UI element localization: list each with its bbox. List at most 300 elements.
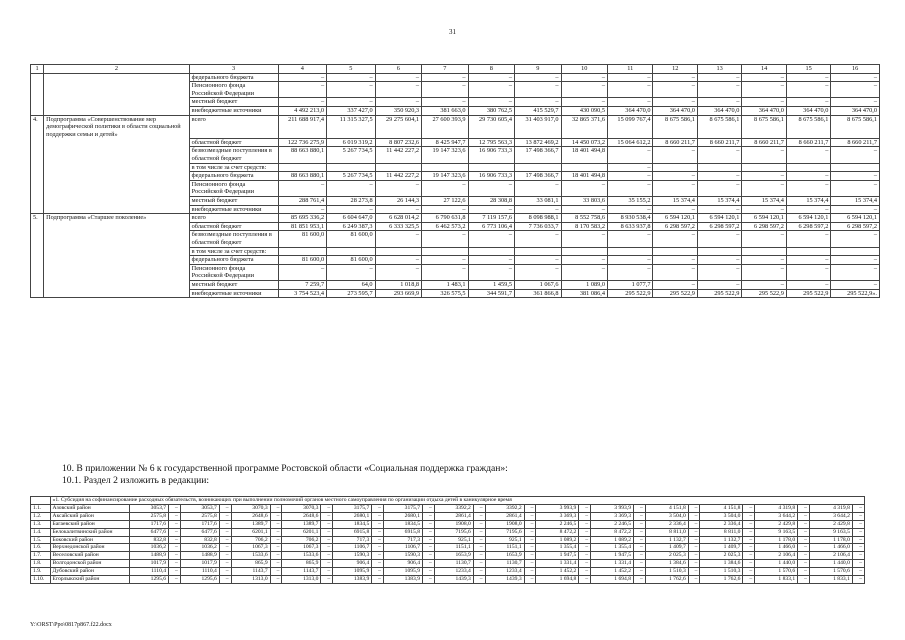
amount-cell: – bbox=[579, 504, 591, 512]
amount-cell: 1 466,0 bbox=[755, 544, 798, 552]
amount-cell: 2575,8 bbox=[180, 512, 219, 520]
amount-cell: 6201,1 bbox=[282, 528, 321, 536]
table-row bbox=[31, 289, 880, 298]
amount-cell: 337 427,0 bbox=[327, 106, 376, 115]
subsidy-title-row bbox=[31, 497, 865, 505]
amount-cell: – bbox=[561, 180, 607, 196]
amount-cell: – bbox=[169, 536, 181, 544]
amount-cell: 3175,7 bbox=[333, 504, 372, 512]
row-number: 1.2. bbox=[31, 512, 51, 520]
amount-cell: – bbox=[608, 147, 653, 163]
amount-cell: 8 675 586,1 bbox=[742, 115, 786, 138]
amount-cell: – bbox=[219, 504, 231, 512]
amount-cell: 1295,6 bbox=[180, 576, 219, 584]
amount-cell: 8 675 586,1 bbox=[786, 115, 830, 138]
amount-cell: – bbox=[524, 560, 536, 568]
column-number: 8 bbox=[468, 65, 514, 74]
amount-cell: – bbox=[169, 552, 181, 560]
amount-cell: – bbox=[473, 552, 485, 560]
amount-cell: – bbox=[579, 528, 591, 536]
amount-cell: – bbox=[697, 98, 741, 107]
amount-cell: – bbox=[653, 73, 697, 82]
funding-source: областной бюджет bbox=[189, 138, 278, 147]
amount-cell: 1383,9 bbox=[383, 576, 422, 584]
amount-cell: – bbox=[372, 504, 384, 512]
amount-cell: – bbox=[653, 280, 697, 289]
amount-cell: – bbox=[688, 536, 700, 544]
amount-cell: 380 762,5 bbox=[468, 106, 514, 115]
amount-cell: – bbox=[786, 180, 830, 196]
amount-cell bbox=[468, 163, 514, 172]
amount-cell: 3 504,0 bbox=[645, 512, 688, 520]
row-number bbox=[31, 73, 44, 82]
amount-cell bbox=[561, 163, 607, 172]
amount-cell: 1 483,1 bbox=[422, 280, 468, 289]
table-row bbox=[31, 98, 880, 107]
amount-cell: 6 604 647,0 bbox=[327, 214, 376, 223]
amount-cell: 8 660 211,7 bbox=[742, 138, 786, 147]
amount-cell: 9 163,5 bbox=[755, 528, 798, 536]
amount-cell: 5 267 734,5 bbox=[327, 172, 376, 181]
amount-cell: 81 600,0 bbox=[327, 256, 376, 265]
amount-cell: – bbox=[786, 82, 830, 98]
amount-cell: 26 144,3 bbox=[375, 197, 421, 206]
amount-cell: 2 429,8 bbox=[809, 520, 852, 528]
amount-cell: – bbox=[786, 205, 830, 214]
amount-cell: – bbox=[786, 73, 830, 82]
amount-cell: – bbox=[422, 264, 468, 280]
table-row bbox=[31, 280, 880, 289]
amount-cell: – bbox=[422, 256, 468, 265]
amount-cell: – bbox=[634, 568, 646, 576]
district-name: Егорлыкский район bbox=[50, 576, 129, 584]
funding-source: местный бюджет bbox=[189, 280, 278, 289]
table-row bbox=[31, 147, 880, 163]
district-name: Боковский район bbox=[50, 536, 129, 544]
amount-cell: 906,4 bbox=[333, 560, 372, 568]
amount-cell: 717,3 bbox=[333, 536, 372, 544]
amount-cell: 2 106,4 bbox=[809, 552, 852, 560]
amount-cell: 4 151,8 bbox=[700, 504, 743, 512]
amount-cell: – bbox=[697, 172, 741, 181]
amount-cell: 1067,3 bbox=[231, 544, 270, 552]
amount-cell bbox=[327, 247, 376, 256]
amount-cell: 1 694,8 bbox=[536, 576, 579, 584]
amount-cell: – bbox=[270, 520, 282, 528]
amount-cell: – bbox=[786, 256, 830, 265]
amount-cell: 8 472,2 bbox=[536, 528, 579, 536]
amount-cell: 15 374,4 bbox=[697, 197, 741, 206]
amount-cell: – bbox=[743, 568, 755, 576]
amount-cell: 832,8 bbox=[129, 536, 168, 544]
amount-cell: – bbox=[423, 544, 435, 552]
amount-cell: 1 384,6 bbox=[645, 560, 688, 568]
row-number bbox=[31, 138, 44, 147]
amount-cell: 1590,3 bbox=[333, 552, 372, 560]
amount-cell: – bbox=[743, 544, 755, 552]
row-number: 1.7. bbox=[31, 552, 51, 560]
amount-cell: 35 155,2 bbox=[608, 197, 653, 206]
table-row bbox=[31, 568, 865, 576]
amount-cell: 6 298 597,2 bbox=[653, 222, 697, 231]
amount-cell: – bbox=[561, 98, 607, 107]
funding-source: внебюджетные источники bbox=[189, 106, 278, 115]
amount-cell: 1 570,6 bbox=[755, 568, 798, 576]
amount-cell: – bbox=[372, 512, 384, 520]
amount-cell: – bbox=[653, 147, 697, 163]
amount-cell: 1106,7 bbox=[333, 544, 372, 552]
amount-cell: – bbox=[270, 504, 282, 512]
amount-cell: 1389,7 bbox=[231, 520, 270, 528]
amount-cell bbox=[515, 247, 561, 256]
amount-cell: – bbox=[743, 552, 755, 560]
row-number: 1.8. bbox=[31, 560, 51, 568]
column-number: 9 bbox=[515, 65, 561, 74]
amount-cell: – bbox=[831, 280, 880, 289]
amount-cell: – bbox=[742, 73, 786, 82]
amount-cell: 906,4 bbox=[383, 560, 422, 568]
amount-cell: 6 298 597,2 bbox=[831, 222, 880, 231]
amount-cell: 6915,8 bbox=[383, 528, 422, 536]
subprogram-name bbox=[44, 197, 190, 206]
amount-cell: 2 106,4 bbox=[755, 552, 798, 560]
amount-cell: 1653,9 bbox=[485, 552, 524, 560]
amount-cell bbox=[697, 247, 741, 256]
amount-cell: 1143,7 bbox=[282, 568, 321, 576]
amount-cell: 15 099 767,4 bbox=[608, 115, 653, 138]
amount-cell: – bbox=[278, 180, 327, 196]
amount-cell: – bbox=[473, 576, 485, 584]
amount-cell: 7195,6 bbox=[485, 528, 524, 536]
amount-cell: 865,9 bbox=[231, 560, 270, 568]
header-row bbox=[31, 65, 880, 74]
amount-cell: – bbox=[422, 231, 468, 247]
funding-source: Пенсионного фонда Российской Федерации bbox=[189, 82, 278, 98]
amount-cell: 1717,6 bbox=[180, 520, 219, 528]
table-row bbox=[31, 528, 865, 536]
amount-cell: – bbox=[608, 256, 653, 265]
amount-cell: – bbox=[372, 552, 384, 560]
amount-cell: – bbox=[321, 528, 333, 536]
row-number: 1.10. bbox=[31, 576, 51, 584]
amount-cell: – bbox=[422, 73, 468, 82]
amount-cell: 295 522,9». bbox=[831, 289, 880, 298]
amount-cell: – bbox=[219, 560, 231, 568]
amount-cell: 16 906 733,3 bbox=[468, 172, 514, 181]
amount-cell: 2 429,8 bbox=[755, 520, 798, 528]
amount-cell: – bbox=[468, 180, 514, 196]
amount-cell: – bbox=[786, 264, 830, 280]
amount-cell: – bbox=[608, 205, 653, 214]
amount-cell: – bbox=[697, 147, 741, 163]
subsidy-title: «1. Субсидия на софинансирование расходных обязательств, возникающих при выполнении полномочий органов местного самоуправления по организации отдыха детей в каникулярное время bbox=[50, 497, 864, 505]
amount-cell: – bbox=[375, 98, 421, 107]
amount-cell: 1590,3 bbox=[383, 552, 422, 560]
district-name: Аксайский район bbox=[50, 512, 129, 520]
table-row bbox=[31, 172, 880, 181]
amount-cell: – bbox=[515, 205, 561, 214]
amount-cell: – bbox=[524, 536, 536, 544]
amount-cell: 3 369,3 bbox=[591, 512, 634, 520]
amount-cell: – bbox=[579, 576, 591, 584]
amount-cell: – bbox=[786, 147, 830, 163]
amount-cell: 1 833,1 bbox=[809, 576, 852, 584]
table-row bbox=[31, 520, 865, 528]
amount-cell: 8 633 937,8 bbox=[608, 222, 653, 231]
amount-cell: 430 090,5 bbox=[561, 106, 607, 115]
amount-cell: – bbox=[743, 560, 755, 568]
table-row bbox=[31, 115, 880, 138]
district-name: Верхнедонской район bbox=[50, 544, 129, 552]
amount-cell bbox=[561, 247, 607, 256]
amount-cell: 1110,4 bbox=[180, 568, 219, 576]
amount-cell: 3 993,9 bbox=[591, 504, 634, 512]
amount-cell: – bbox=[270, 536, 282, 544]
amount-cell: – bbox=[634, 544, 646, 552]
amount-cell: – bbox=[422, 98, 468, 107]
amount-cell: – bbox=[327, 73, 376, 82]
amount-cell: 1036,2 bbox=[180, 544, 219, 552]
amount-cell: – bbox=[742, 264, 786, 280]
amount-cell: – bbox=[515, 82, 561, 98]
amount-cell: 2575,8 bbox=[129, 512, 168, 520]
table-row bbox=[31, 231, 880, 247]
amount-cell: 832,8 bbox=[180, 536, 219, 544]
amount-cell: 28 273,8 bbox=[327, 197, 376, 206]
financing-table bbox=[30, 64, 880, 298]
amount-cell: – bbox=[579, 520, 591, 528]
amount-cell: 1 132,7 bbox=[645, 536, 688, 544]
column-number: 6 bbox=[375, 65, 421, 74]
amount-cell: 6477,6 bbox=[180, 528, 219, 536]
district-name: Белокалитвинский район bbox=[50, 528, 129, 536]
row-number: 1.1. bbox=[31, 504, 51, 512]
amount-cell: – bbox=[473, 528, 485, 536]
amount-cell: – bbox=[423, 504, 435, 512]
amount-cell bbox=[468, 247, 514, 256]
amount-cell: – bbox=[468, 264, 514, 280]
amount-cell: – bbox=[798, 536, 810, 544]
amount-cell: – bbox=[515, 98, 561, 107]
subprogram-name bbox=[44, 82, 190, 98]
amount-cell: – bbox=[653, 264, 697, 280]
amount-cell: – bbox=[742, 205, 786, 214]
amount-cell: 7 736 033,7 bbox=[515, 222, 561, 231]
amount-cell: – bbox=[278, 264, 327, 280]
amount-cell: 8 472,2 bbox=[591, 528, 634, 536]
amount-cell: – bbox=[634, 520, 646, 528]
amount-cell: 350 920,3 bbox=[375, 106, 421, 115]
amount-cell bbox=[278, 163, 327, 172]
amount-cell: 3 369,3 bbox=[536, 512, 579, 520]
amount-cell: – bbox=[852, 512, 864, 520]
amount-cell bbox=[375, 247, 421, 256]
amount-cell: – bbox=[742, 231, 786, 247]
amount-cell: – bbox=[653, 180, 697, 196]
row-number bbox=[31, 98, 44, 107]
amount-cell: 381 086,4 bbox=[561, 289, 607, 298]
amount-cell: 7 119 157,6 bbox=[468, 214, 514, 223]
paragraph-10: 10. В приложении № 6 к государственной программе Ростовской области «Социальная поддержка граждан»: bbox=[62, 463, 508, 474]
amount-cell: 364 470,0 bbox=[742, 106, 786, 115]
amount-cell: 1151,1 bbox=[434, 544, 473, 552]
amount-cell: 5 267 734,5 bbox=[327, 147, 376, 163]
amount-cell: 2648,6 bbox=[282, 512, 321, 520]
column-number: 5 bbox=[327, 65, 376, 74]
amount-cell bbox=[375, 163, 421, 172]
amount-cell: – bbox=[786, 98, 830, 107]
amount-cell bbox=[653, 247, 697, 256]
subprogram-name: Подпрограмма «Старшее поколение» bbox=[44, 214, 190, 223]
district-name: Багаевский район bbox=[50, 520, 129, 528]
subprogram-name bbox=[44, 247, 190, 256]
amount-cell: – bbox=[653, 172, 697, 181]
amount-cell: 1130,7 bbox=[485, 560, 524, 568]
funding-source: федерального бюджета bbox=[189, 172, 278, 181]
amount-cell: – bbox=[608, 180, 653, 196]
row-number: 1.3. bbox=[31, 520, 51, 528]
amount-cell: – bbox=[169, 544, 181, 552]
amount-cell: – bbox=[524, 520, 536, 528]
subprogram-name bbox=[44, 256, 190, 265]
amount-cell: – bbox=[743, 536, 755, 544]
column-number: 10 bbox=[561, 65, 607, 74]
amount-cell: – bbox=[327, 98, 376, 107]
amount-cell: 11 442 227,2 bbox=[375, 172, 421, 181]
amount-cell: 88 663 880,1 bbox=[278, 172, 327, 181]
amount-cell: 1017,9 bbox=[180, 560, 219, 568]
amount-cell: 81 600,0 bbox=[278, 256, 327, 265]
amount-cell: 2 025,3 bbox=[700, 552, 743, 560]
amount-cell: – bbox=[786, 172, 830, 181]
amount-cell: – bbox=[743, 520, 755, 528]
amount-cell: – bbox=[831, 205, 880, 214]
row-number bbox=[31, 289, 44, 298]
subprogram-name bbox=[44, 180, 190, 196]
amount-cell: 88 663 880,1 bbox=[278, 147, 327, 163]
row-number bbox=[31, 231, 44, 247]
amount-cell: 3 993,9 bbox=[536, 504, 579, 512]
amount-cell: – bbox=[786, 231, 830, 247]
row-number bbox=[31, 280, 44, 289]
amount-cell bbox=[742, 163, 786, 172]
amount-cell: – bbox=[321, 576, 333, 584]
amount-cell: 6 790 631,8 bbox=[422, 214, 468, 223]
amount-cell: 326 575,5 bbox=[422, 289, 468, 298]
amount-cell: 3175,7 bbox=[383, 504, 422, 512]
table-row bbox=[31, 82, 880, 98]
subprogram-name bbox=[44, 106, 190, 115]
amount-cell: 364 470,0 bbox=[831, 106, 880, 115]
amount-cell: – bbox=[653, 98, 697, 107]
amount-cell: – bbox=[831, 82, 880, 98]
amount-cell: 11 442 227,2 bbox=[375, 147, 421, 163]
amount-cell: – bbox=[608, 73, 653, 82]
amount-cell: 29 275 604,1 bbox=[375, 115, 421, 138]
amount-cell: – bbox=[372, 576, 384, 584]
amount-cell: 1834,5 bbox=[383, 520, 422, 528]
district-name: Азовский район bbox=[50, 504, 129, 512]
amount-cell: – bbox=[852, 544, 864, 552]
amount-cell: 1 178,0 bbox=[809, 536, 852, 544]
amount-cell: 1 355,4 bbox=[536, 544, 579, 552]
amount-cell: – bbox=[423, 520, 435, 528]
amount-cell: – bbox=[831, 180, 880, 196]
amount-cell: 1 077,7 bbox=[608, 280, 653, 289]
amount-cell: – bbox=[219, 544, 231, 552]
amount-cell: – bbox=[743, 576, 755, 584]
amount-cell: 12 795 563,3 bbox=[468, 138, 514, 147]
amount-cell: – bbox=[524, 576, 536, 584]
amount-cell: 9 163,5 bbox=[809, 528, 852, 536]
amount-cell: – bbox=[515, 231, 561, 247]
amount-cell: – bbox=[634, 528, 646, 536]
amount-cell: – bbox=[169, 568, 181, 576]
amount-cell bbox=[697, 163, 741, 172]
amount-cell: – bbox=[688, 560, 700, 568]
table-row bbox=[31, 576, 865, 584]
amount-cell: 3053,7 bbox=[180, 504, 219, 512]
amount-cell: 706,2 bbox=[231, 536, 270, 544]
amount-cell: 6 594 120,1 bbox=[786, 214, 830, 223]
amount-cell: 1 762,6 bbox=[645, 576, 688, 584]
amount-cell: 1313,0 bbox=[231, 576, 270, 584]
amount-cell: 1 833,1 bbox=[755, 576, 798, 584]
amount-cell: 2 025,3 bbox=[645, 552, 688, 560]
amount-cell: – bbox=[375, 231, 421, 247]
amount-cell: – bbox=[697, 264, 741, 280]
amount-cell: 81 600,0 bbox=[278, 231, 327, 247]
amount-cell: 1 762,6 bbox=[700, 576, 743, 584]
amount-cell: – bbox=[688, 576, 700, 584]
row-number bbox=[31, 163, 44, 172]
amount-cell: – bbox=[742, 147, 786, 163]
amount-cell: 19 147 323,6 bbox=[422, 172, 468, 181]
amount-cell: 925,1 bbox=[485, 536, 524, 544]
funding-source: местный бюджет bbox=[189, 98, 278, 107]
amount-cell: – bbox=[852, 552, 864, 560]
amount-cell bbox=[786, 163, 830, 172]
amount-cell: – bbox=[742, 82, 786, 98]
amount-cell: – bbox=[423, 536, 435, 544]
amount-cell: 1110,4 bbox=[129, 568, 168, 576]
amount-cell: – bbox=[423, 512, 435, 520]
amount-cell: 28 308,8 bbox=[468, 197, 514, 206]
amount-cell: 18 401 494,8 bbox=[561, 172, 607, 181]
amount-cell bbox=[278, 247, 327, 256]
amount-cell: – bbox=[579, 552, 591, 560]
page-number: 31 bbox=[449, 28, 456, 36]
amount-cell: – bbox=[653, 205, 697, 214]
amount-cell: 6 249 387,3 bbox=[327, 222, 376, 231]
amount-cell: – bbox=[219, 576, 231, 584]
amount-cell: – bbox=[688, 504, 700, 512]
amount-cell: 2 336,4 bbox=[645, 520, 688, 528]
funding-source: всего bbox=[189, 115, 278, 138]
funding-source: Пенсионного фонда Российской Федерации bbox=[189, 180, 278, 196]
amount-cell: – bbox=[798, 528, 810, 536]
district-name: Дубовский район bbox=[50, 568, 129, 576]
amount-cell: 13 872 469,2 bbox=[515, 138, 561, 147]
table-row bbox=[31, 73, 880, 82]
column-number: 15 bbox=[786, 65, 830, 74]
amount-cell: – bbox=[169, 576, 181, 584]
amount-cell: – bbox=[270, 560, 282, 568]
amount-cell: 4 319,8 bbox=[809, 504, 852, 512]
amount-cell: 1 178,0 bbox=[755, 536, 798, 544]
funding-source: в том числе за счет средств: bbox=[189, 163, 278, 172]
amount-cell: – bbox=[372, 536, 384, 544]
